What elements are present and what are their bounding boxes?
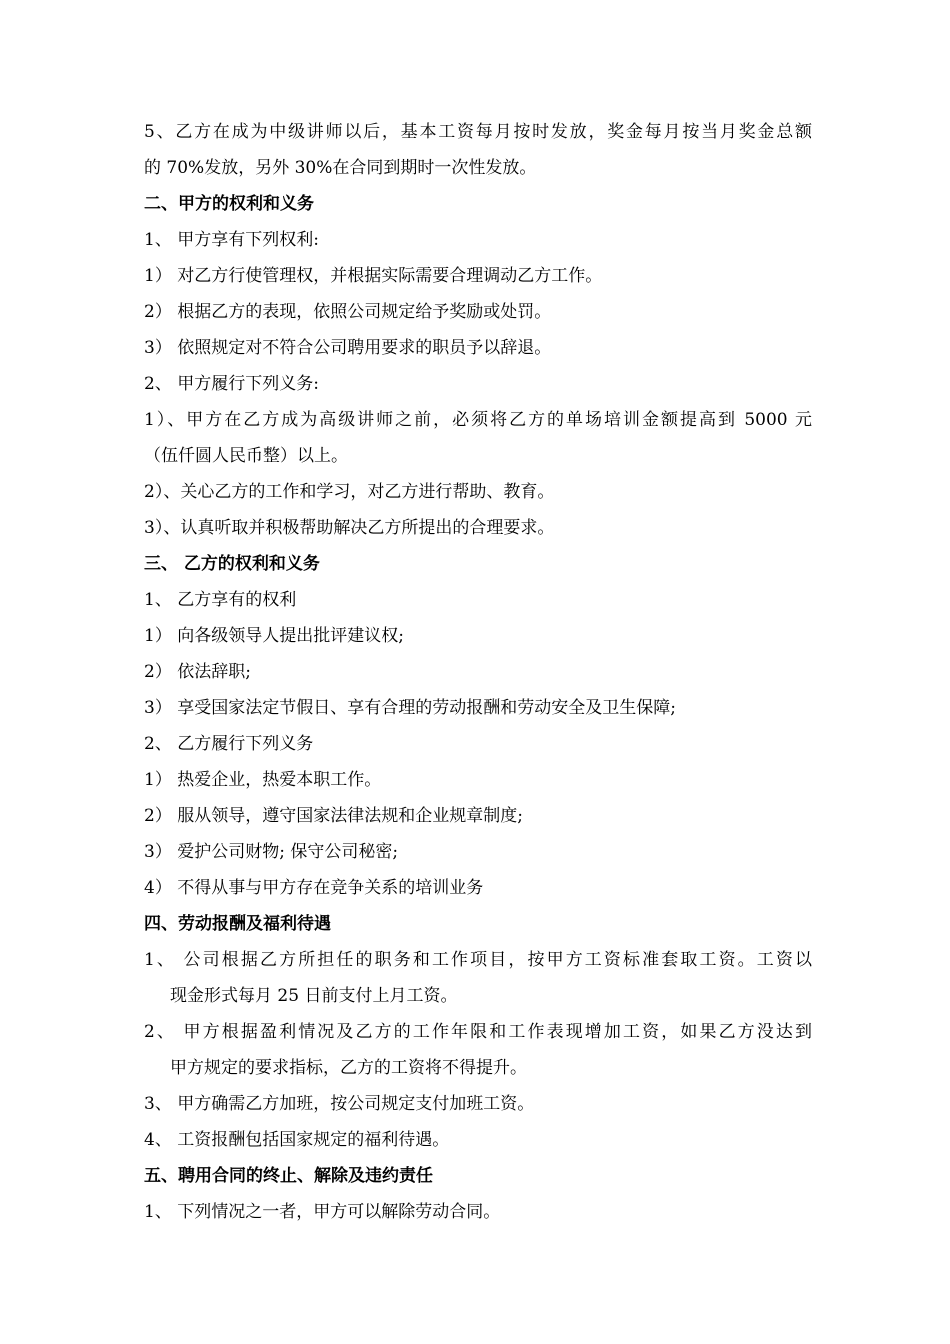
list-item: 3） 爱护公司财物; 保守公司秘密;	[144, 842, 399, 862]
list-item: 3）、认真听取并积极帮助解决乙方所提出的合理要求。	[144, 518, 555, 538]
list-item: 4、 工资报酬包括国家规定的福利待遇。	[144, 1130, 450, 1150]
paragraph-line: 的 70%发放，另外 30%在合同到期时一次性发放。	[144, 158, 537, 178]
section-heading: 五、聘用合同的终止、解除及违约责任	[144, 1166, 433, 1186]
list-item-continuation: 甲方规定的要求指标，乙方的工资将不得提升。	[170, 1058, 527, 1078]
list-item: 1） 向各级领导人提出批评建议权;	[144, 626, 404, 646]
section-heading: 二、甲方的权利和义务	[144, 194, 314, 214]
paragraph-line: 5、乙方在成为中级讲师以后，基本工资每月按时发放，奖金每月按当月奖金总额	[144, 122, 812, 142]
list-item: 2、 乙方履行下列义务	[144, 734, 314, 754]
list-item: 1、 公司根据乙方所担任的职务和工作项目，按甲方工资标准套取工资。工资以	[144, 950, 812, 970]
list-item: 1、 乙方享有的权利	[144, 590, 297, 610]
list-item-continuation: 现金形式每月 25 日前支付上月工资。	[170, 986, 458, 1006]
list-item-continuation: （伍仟圆人民币整）以上。	[144, 446, 348, 466]
list-item: 1、 下列情况之一者，甲方可以解除劳动合同。	[144, 1202, 501, 1222]
list-item: 1） 热爱企业，热爱本职工作。	[144, 770, 382, 790]
list-item: 2） 依法辞职;	[144, 662, 251, 682]
list-item: 4） 不得从事与甲方存在竞争关系的培训业务	[144, 878, 484, 898]
list-item: 2、 甲方根据盈利情况及乙方的工作年限和工作表现增加工资，如果乙方没达到	[144, 1022, 812, 1042]
list-item: 1）、甲方在乙方成为高级讲师之前，必须将乙方的单场培训金额提高到 5000 元	[144, 410, 812, 430]
list-item: 3） 享受国家法定节假日、享有合理的劳动报酬和劳动安全及卫生保障;	[144, 698, 676, 718]
list-item: 2） 服从领导，遵守国家法律法规和企业规章制度;	[144, 806, 523, 826]
list-item: 2） 根据乙方的表现，依照公司规定给予奖励或处罚。	[144, 302, 552, 322]
list-item: 3、 甲方确需乙方加班，按公司规定支付加班工资。	[144, 1094, 535, 1114]
document-body	[144, 114, 812, 1230]
list-item: 1） 对乙方行使管理权，并根据实际需要合理调动乙方工作。	[144, 266, 603, 286]
list-item: 2）、关心乙方的工作和学习，对乙方进行帮助、教育。	[144, 482, 555, 502]
list-item: 1、 甲方享有下列权利:	[144, 230, 319, 250]
list-item: 3） 依照规定对不符合公司聘用要求的职员予以辞退。	[144, 338, 552, 358]
section-heading: 四、劳动报酬及福利待遇	[144, 914, 331, 934]
section-heading: 三、 乙方的权利和义务	[144, 554, 320, 574]
list-item: 2、 甲方履行下列义务:	[144, 374, 319, 394]
